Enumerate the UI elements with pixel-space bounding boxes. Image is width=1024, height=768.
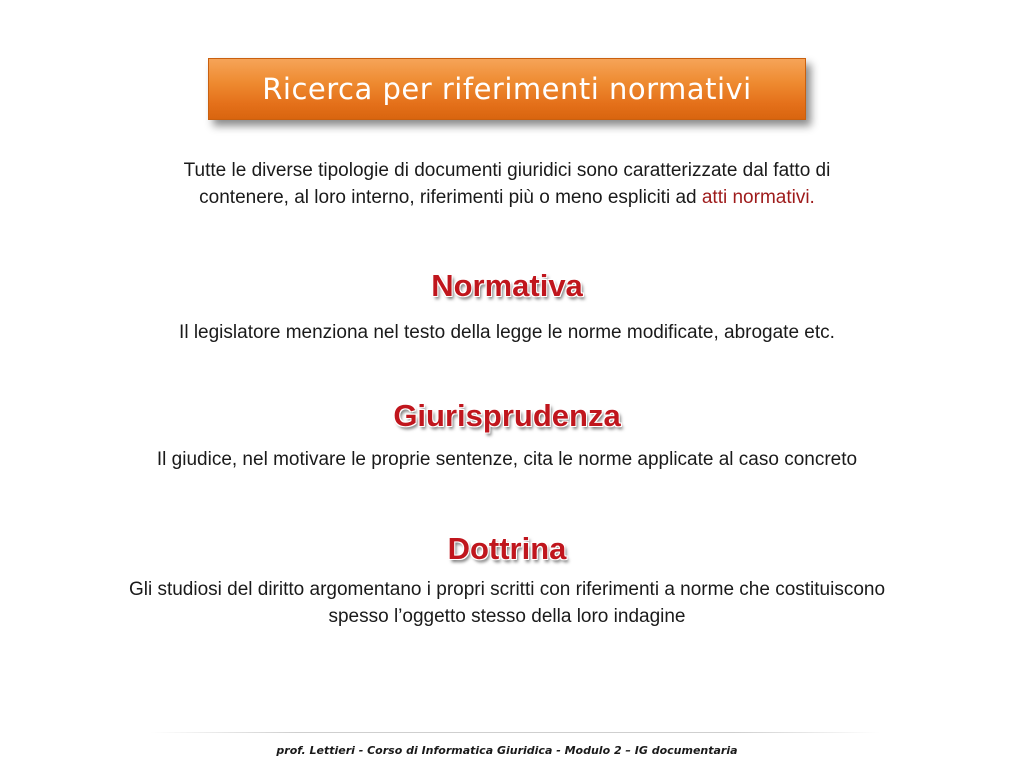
footer-credits: prof. Lettieri - Corso di Informatica Giuridica - Modulo 2 – IG documentaria — [276, 744, 738, 757]
title-banner — [208, 58, 806, 120]
normativa-description: Il legislatore menziona nel testo della legge le norme modificate, abrogate etc. — [179, 322, 835, 343]
heading-giurisprudenza: Giurisprudenza — [393, 398, 621, 433]
atti-normativi-highlight: atti normativi. — [701, 187, 815, 208]
intro-paragraph — [100, 157, 914, 211]
slide-title: Ricerca per riferimenti normativi — [262, 72, 752, 106]
heading-dottrina: Dottrina — [447, 531, 567, 566]
intro-line-2-text: contenere, al loro interno, riferimenti più o meno espliciti ad — [199, 187, 702, 208]
giurisprudenza-description: Il giudice, nel motivare le proprie sentenze, cita le norme applicate al caso concreto — [156, 449, 858, 470]
intro-line-1: Tutte le diverse tipologie di documenti giuridici sono caratterizzate dal fatto di — [183, 160, 831, 181]
dottrina-description-line-2: spesso l’oggetto stesso della loro indagine — [328, 606, 686, 627]
footer-divider — [150, 732, 880, 733]
heading-normativa: Normativa — [431, 268, 583, 303]
dottrina-description-line-1: Gli studiosi del diritto argomentano i propri scritti con riferimenti a norme che costituiscono — [128, 579, 886, 600]
intro-line-2 — [100, 184, 914, 211]
